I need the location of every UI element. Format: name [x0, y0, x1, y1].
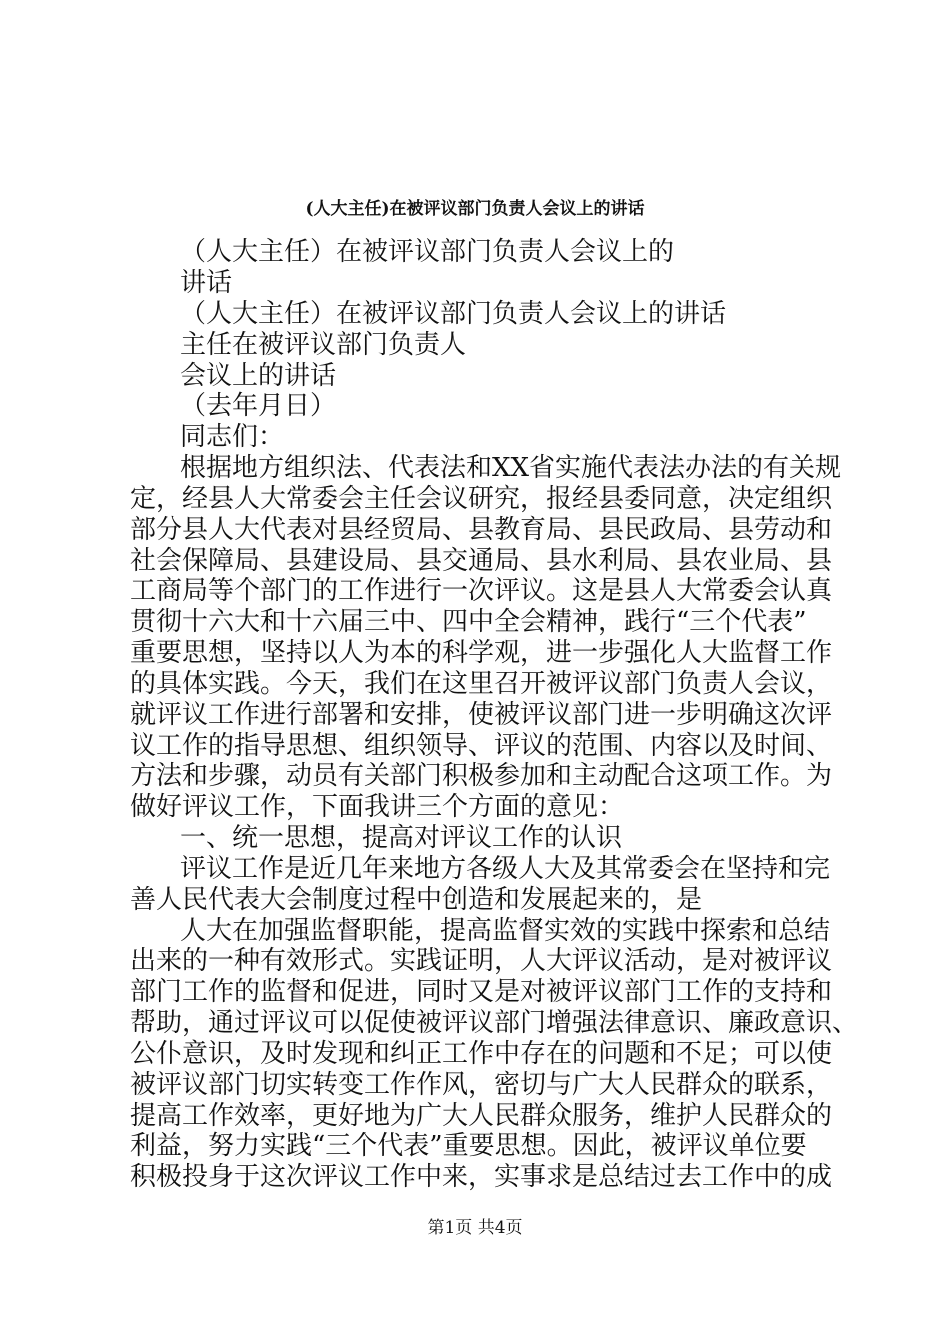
- text-line: 利益，努力实践“三个代表”重要思想。因此，被评议单位要: [130, 1131, 807, 1161]
- text-line: 定，经县人大常委会主任会议研究，报经县委同意，决定组织: [130, 484, 833, 514]
- text-line: 部分县人大代表对县经贸局、县教育局、县民政局、县劳动和: [130, 515, 833, 545]
- text-line: 根据地方组织法、代表法和XX省实施代表法办法的有关规: [180, 453, 842, 483]
- text-line: 的具体实践。今天，我们在这里召开被评议部门负责人会议，: [130, 669, 833, 699]
- text-line: 方法和步骤，动员有关部门积极参加和主动配合这项工作。为: [130, 761, 833, 791]
- text-line: 公仆意识，及时发现和纠正工作中存在的问题和不足；可以使: [130, 1039, 833, 1069]
- text-line: 工商局等个部门的工作进行一次评议。这是县人大常委会认真: [130, 576, 833, 606]
- text-line: 提高工作效率，更好地为广大人民群众服务，维护人民群众的: [130, 1101, 833, 1131]
- text-line: 议工作的指导思想、组织领导、评议的范围、内容以及时间、: [130, 731, 833, 761]
- text-line: 重要思想，坚持以人为本的科学观，进一步强化人大监督工作: [130, 638, 833, 668]
- text-line: 主任在被评议部门负责人: [180, 330, 467, 360]
- text-line: 讲话: [180, 268, 233, 298]
- text-line: （人大主任）在被评议部门负责人会议上的: [180, 237, 675, 267]
- text-line: 会议上的讲话: [180, 361, 337, 391]
- section-heading: 一、统一思想，提高对评议工作的认识: [180, 823, 623, 853]
- text-line: 被评议部门切实转变工作作风，密切与广大人民群众的联系，: [130, 1070, 833, 1100]
- text-line: 善人民代表大会制度过程中创造和发展起来的，是: [130, 885, 703, 915]
- text-line: 贯彻十六大和十六届三中、四中全会精神，践行“三个代表”: [130, 607, 807, 637]
- text-line: 做好评议工作，下面我讲三个方面的意见：: [130, 792, 625, 822]
- text-line: 出来的一种有效形式。实践证明，人大评议活动，是对被评议: [130, 946, 833, 976]
- text-line: 帮助，通过评议可以促使被评议部门增强法律意识、廉政意识、: [130, 1008, 859, 1038]
- page-number: 第1页 共4页: [427, 1218, 523, 1238]
- document-title: (人大主任)在被评议部门负责人会议上的讲话: [305, 199, 645, 219]
- text-line: （人大主任）在被评议部门负责人会议上的讲话: [180, 299, 727, 329]
- text-line: （去年月日）: [180, 391, 337, 421]
- text-line: 评议工作是近几年来地方各级人大及其常委会在坚持和完: [180, 854, 831, 884]
- text-line: 部门工作的监督和促进，同时又是对被评议部门工作的支持和: [130, 977, 833, 1007]
- text-line: 社会保障局、县建设局、县交通局、县水利局、县农业局、县: [130, 546, 833, 576]
- text-line: 就评议工作进行部署和安排，使被评议部门进一步明确这次评: [130, 700, 833, 730]
- text-line: 同志们：: [180, 422, 285, 452]
- text-line: 人大在加强监督职能，提高监督实效的实践中探索和总结: [180, 916, 831, 946]
- text-line: 积极投身于这次评议工作中来，实事求是总结过去工作中的成: [130, 1162, 833, 1192]
